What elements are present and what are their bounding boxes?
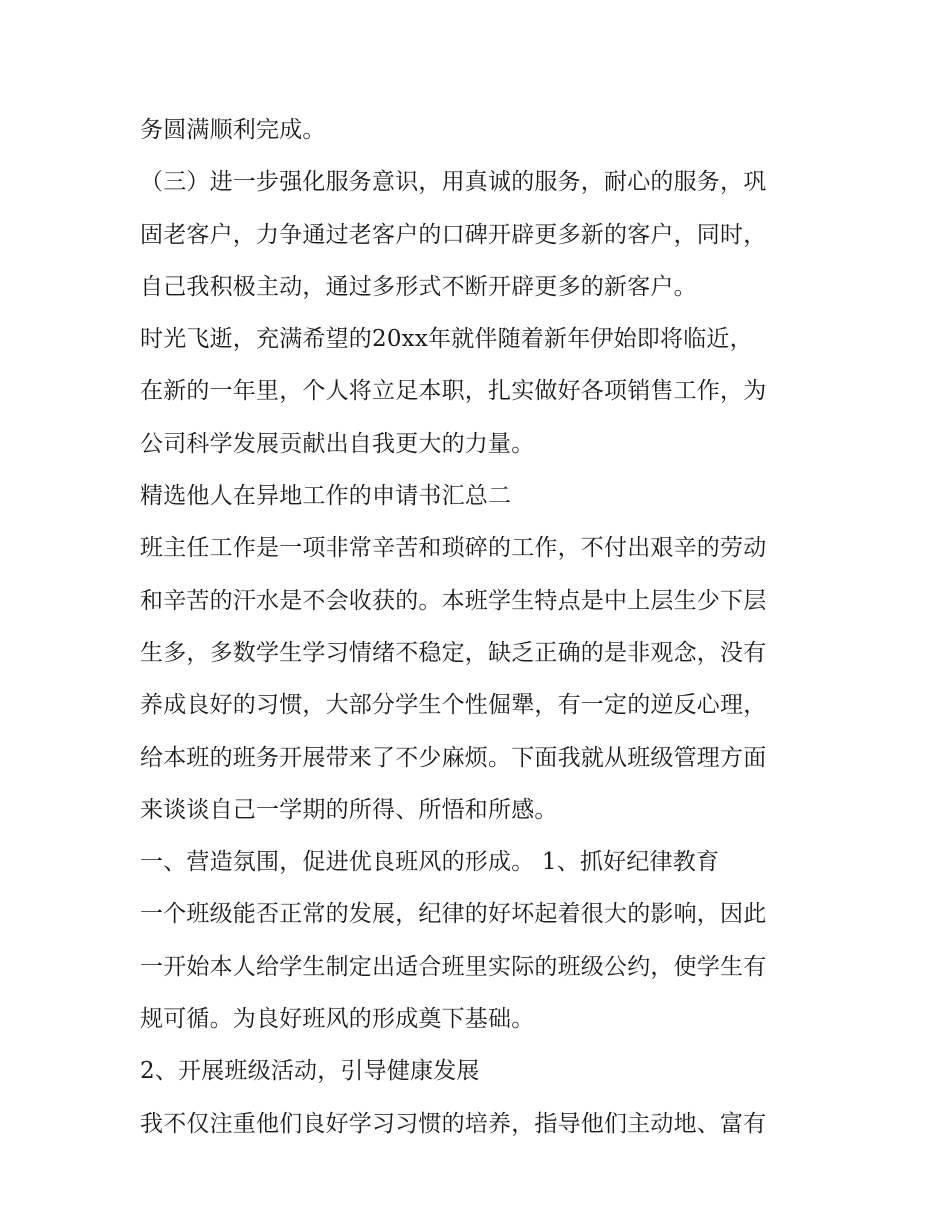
text-line: 公司科学发展贡献出自我更大的力量。 [140,430,535,457]
section-title: 精选他人在异地工作的申请书汇总二 [140,483,512,510]
text-line: 在新的一年里，个人将立足本职，扎实做好各项销售工作，为 [140,378,767,405]
subsection-heading: 2、开展班级活动，引导健康发展 [140,1058,480,1085]
text-line: 务圆满顺利完成。 [140,117,326,143]
text-line: 我不仅注重他们良好学习习惯的培养，指导他们主动地、富有 [140,1110,767,1137]
text-line: 养成良好的习惯，大部分学生个性倔犟，有一定的逆反心理， [140,692,767,719]
text-line: 自己我积极主动，通过多形式不断开辟更多的新客户。 [140,273,697,300]
text-line: 规可循。为良好班风的形成奠下基础。 [140,1006,535,1033]
text-line: 时光飞逝，充满希望的20xx年就伴随着新年伊始即将临近， [140,326,753,353]
subsection-heading: 一、营造氛围，促进优良班风的形成。 1、抓好纪律教育 [140,849,720,876]
text-line: 一开始本人给学生制定出适合班里实际的班级公约，使学生有 [140,953,767,980]
text-line: 和辛苦的汗水是不会收获的。本班学生特点是中上层生少下层 [140,587,767,614]
text-line: 固老客户，力争通过老客户的口碑开辟更多新的客户，同时， [140,221,767,248]
text-line: 班主任工作是一项非常辛苦和琐碎的工作，不付出艰辛的劳动 [140,535,767,562]
body-text [140,108,830,1154]
text-line: 一个班级能否正常的发展，纪律的好坏起着很大的影响，因此 [140,901,767,928]
text-line: 来谈谈自己一学期的所得、所悟和所感。 [140,796,558,823]
text-line: （三）进一步强化服务意识，用真诚的服务，耐心的服务，巩 [140,169,767,196]
text-line: 生多，多数学生学习情绪不稳定，缺乏正确的是非观念，没有 [140,639,767,666]
text-line: 给本班的班务开展带来了不少麻烦。下面我就从班级管理方面 [140,744,767,771]
